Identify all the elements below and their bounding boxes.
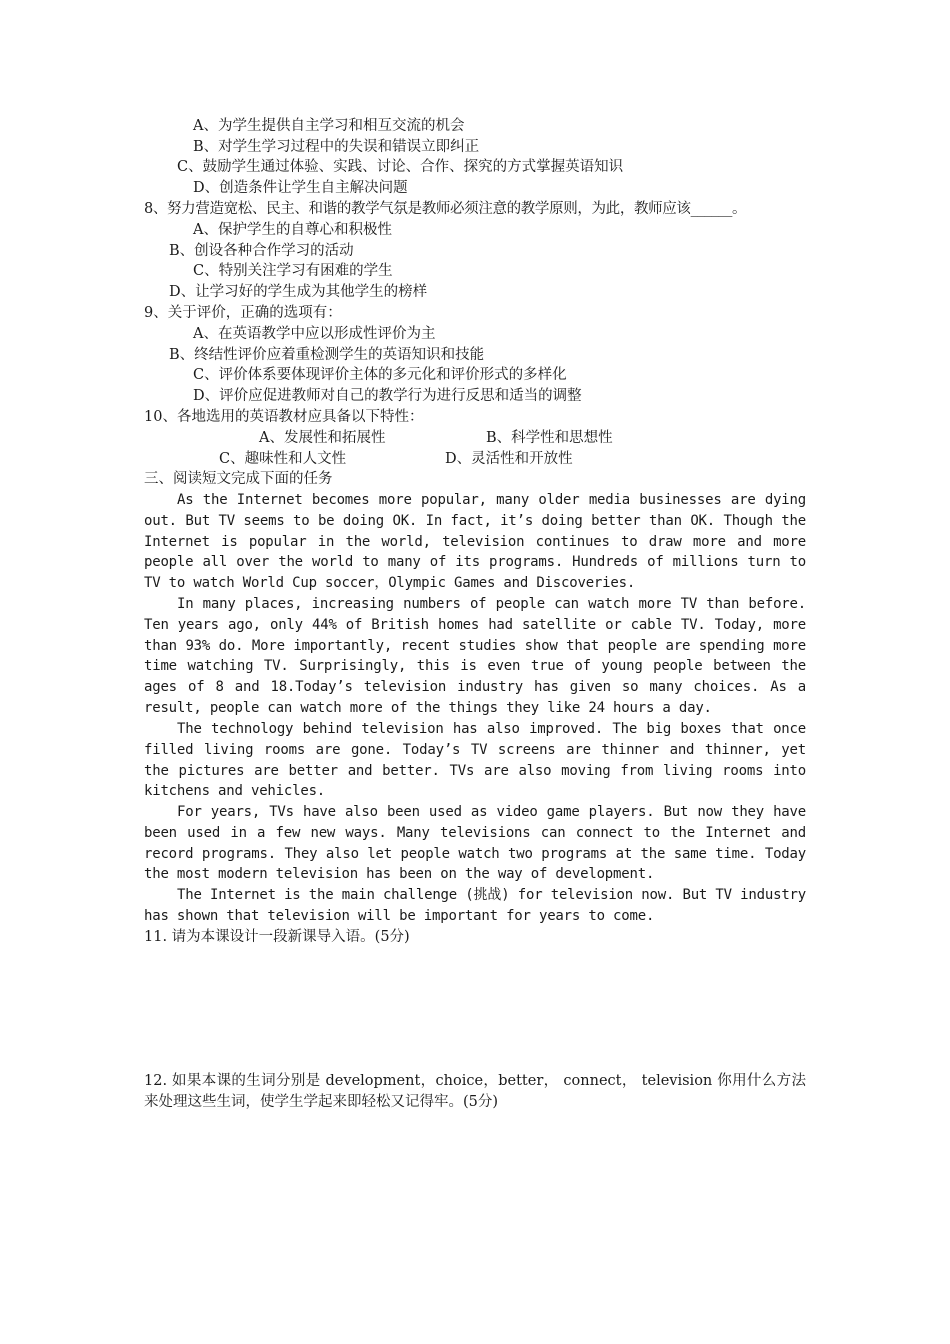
q7-option-c: C、鼓励学生通过体验、实践、讨论、合作、探究的方式掌握英语知识 [177,159,624,175]
q10-option-a: A、发展性和拓展性 [259,430,386,446]
q9-option-a: A、在英语教学中应以形成性评价为主 [193,326,436,342]
passage-paragraph-2: In many places, increasing numbers of people can watch more TV than before. Ten years ago, only 44% of British homes had satellite or cable TV. Today, more than 93% do. More importantly, recent studies show that people are spending more time watching TV. Surprisingly, this is even true of young people between the ages of 8 and 18.Today’s television industry has given so many choices. As a result, people can watch more of the things they like 24 hours a day. [144,596,806,716]
passage-paragraph-5: The Internet is the main challenge (挑战) for television now. But TV industry has shown that television will be important for years to come. [144,887,806,924]
q9-option-b: B、终结性评价应着重检测学生的英语知识和技能 [169,347,485,363]
q8-stem: 8、努力营造宽松、民主、和谐的教学气氛是教师必须注意的教学原则，为此，教师应该______。 [144,201,747,217]
q12-prompt: 12. 如果本课的生词分别是 development，choice，better， connect， television 你用什么方法来处理这些生词，使学生学起来即轻松又记得牢。(5分) [144,1073,806,1110]
q7-option-d: D、创造条件让学生自主解决问题 [193,180,408,196]
passage-paragraph-4: For years, TVs have also been used as video game players. But now they have been used in a few new ways. Many televisions can connect to the Internet and record programs. They also let people watch two programs at the same time. Today the most modern television has been on the way of development. [144,804,806,883]
q10-option-b: B、科学性和思想性 [486,430,613,446]
q10-option-d: D、灵活性和开放性 [445,451,573,467]
q7-option-a: A、为学生提供自主学习和相互交流的机会 [193,118,465,134]
passage-paragraph-1: As the Internet becomes more popular, many older media businesses are dying out. But TV seems to be doing OK. In fact, it’s doing better than OK. Though the Internet is popular in the world, television continues to draw more and more people all over the world to many of its programs. Hundreds of millions turn to TV to watch World Cup soccer，Olympic Games and Discoveries. [144,492,806,592]
section3-heading: 三、阅读短文完成下面的任务 [144,471,333,487]
q11-prompt: 11. 请为本课设计一段新课导入语。(5分) [144,929,410,945]
passage-paragraph-3: The technology behind television has also improved. The big boxes that once filled living rooms are gone. Today’s TV screens are thinner and thinner, yet the pictures are better and better. TVs are also moving from living rooms into kitchens and vehicles. [144,721,806,800]
q8-option-b: B、创设各种合作学习的活动 [169,243,354,259]
q9-stem: 9、关于评价，正确的选项有： [144,305,342,321]
q8-option-c: C、特别关注学习有困难的学生 [193,263,393,279]
q8-option-a: A、保护学生的自尊心和积极性 [193,222,392,238]
q7-option-b: B、对学生学习过程中的失误和错误立即纠正 [193,139,480,155]
q10-option-c: C、趣味性和人文性 [219,451,347,467]
q8-option-d: D、让学习好的学生成为其他学生的榜样 [169,284,428,300]
q10-stem: 10、各地选用的英语教材应具备以下特性： [144,409,424,425]
q9-option-d: D、评价应促进教师对自己的教学行为进行反思和适当的调整 [193,388,582,404]
q9-option-c: C、评价体系要体现评价主体的多元化和评价形式的多样化 [193,367,567,383]
